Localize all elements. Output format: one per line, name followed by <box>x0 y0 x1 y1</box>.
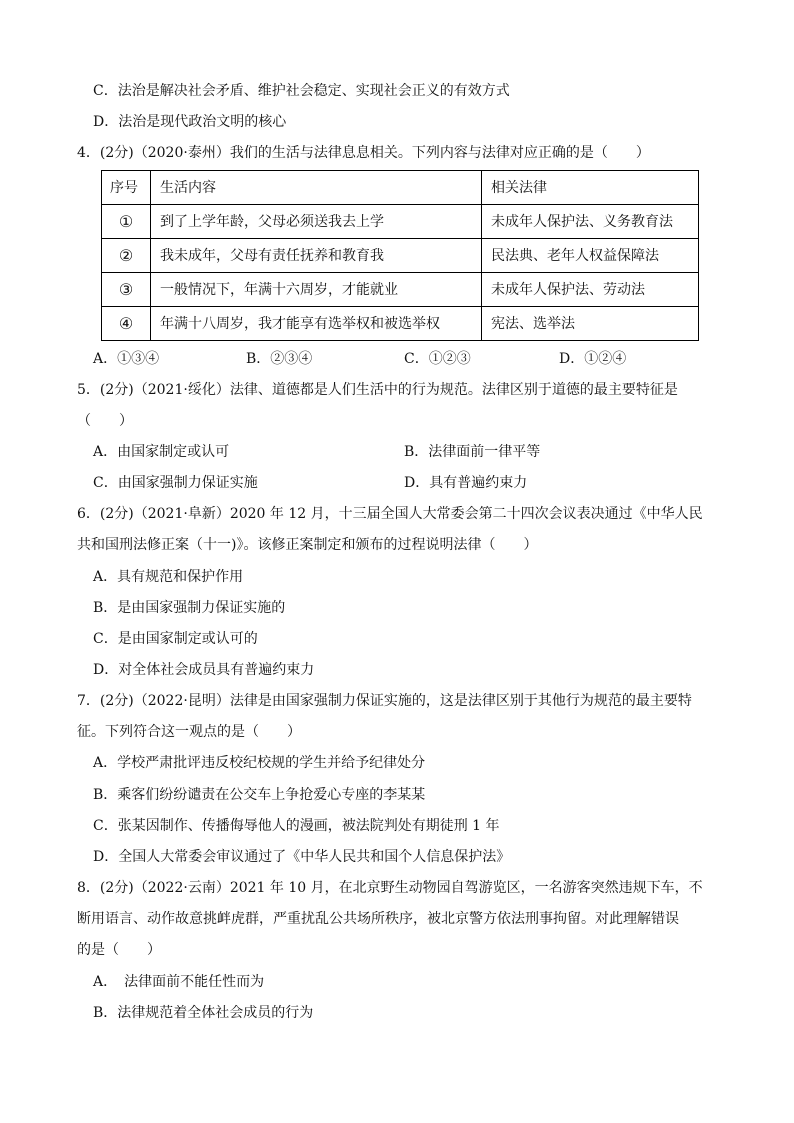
header-content: 生活内容 <box>151 171 482 205</box>
row-law: 未成年人保护法、义务教育法 <box>482 205 699 239</box>
question-4-option-a: A．①③④ <box>93 351 160 367</box>
prev-question-option-d: D．法治是现代政治文明的核心 <box>93 114 287 130</box>
row-content: 一般情况下，年满十六周岁，才能就业 <box>151 273 482 307</box>
row-num: ④ <box>102 307 151 341</box>
question-8-stem: 8．(2分)（2022·云南）2021 年 10 月，在北京野生动物园自驾游览区，一名游客突然违规下车，不 <box>77 880 703 896</box>
question-7-option-a: A．学校严肃批评违反校纪校规的学生并给予纪律处分 <box>93 755 426 771</box>
prev-question-option-c: C．法治是解决社会矛盾、维护社会稳定、实现社会正义的有效方式 <box>93 83 510 99</box>
question-7-stem-cont: 征。下列符合这一观点的是（ ） <box>77 724 301 740</box>
table-header-row <box>102 171 699 205</box>
row-content: 到了上学年龄，父母必须送我去上学 <box>151 205 482 239</box>
row-content: 我未成年，父母有责任抚养和教育我 <box>151 239 482 273</box>
question-6-option-c: C．是由国家制定或认可的 <box>93 631 258 647</box>
question-8-option-b: B．法律规范着全体社会成员的行为 <box>93 1005 314 1021</box>
law-table <box>101 170 699 341</box>
row-num: ③ <box>102 273 151 307</box>
question-5-option-a: A．由国家制定或认可 <box>93 444 230 460</box>
row-law: 未成年人保护法、劳动法 <box>482 273 699 307</box>
row-num: ② <box>102 239 151 273</box>
question-8-stem-cont-2: 的是（ ） <box>77 942 161 958</box>
header-num: 序号 <box>102 171 151 205</box>
question-6-stem: 6．(2分)（2021·阜新）2020 年 12 月，十三届全国人大常委会第二十四次会议表决通过《中华人民 <box>77 506 703 522</box>
question-6-option-d: D．对全体社会成员具有普遍约束力 <box>93 662 315 678</box>
question-6-option-b: B．是由国家强制力保证实施的 <box>93 600 286 616</box>
row-content: 年满十八周岁，我才能享有选举权和被选举权 <box>151 307 482 341</box>
question-6-stem-cont: 共和国刑法修正案（十一)》。该修正案制定和颁布的过程说明法律（ ） <box>77 537 538 553</box>
question-7-option-b: B．乘客们纷纷谴责在公交车上争抢爱心专座的李某某 <box>93 787 426 803</box>
question-8-option-a: A． 法律面前不能任性而为 <box>93 974 265 990</box>
row-law: 宪法、选举法 <box>482 307 699 341</box>
question-7-option-d: D．全国人大常委会审议通过了《中华人民共和国个人信息保护法》 <box>93 849 511 865</box>
table-row <box>102 239 699 273</box>
question-4-option-d: D．①②④ <box>559 351 627 367</box>
question-7-stem: 7．(2分)（2022·昆明）法律是由国家强制力保证实施的，这是法律区别于其他行为规范的最主要特 <box>77 693 692 709</box>
row-num: ① <box>102 205 151 239</box>
question-4-option-b: B．②③④ <box>246 351 313 367</box>
table-row <box>102 273 699 307</box>
question-4-option-c: C．①②③ <box>404 351 471 367</box>
question-4-stem: 4．(2分)（2020·泰州）我们的生活与法律息息相关。下列内容与法律对应正确的是（ ） <box>77 145 650 161</box>
question-5-stem: 5．(2分)（2021·绥化）法律、道德都是人们生活中的行为规范。法律区别于道德的最主要特征是 <box>77 382 678 398</box>
table-row <box>102 205 699 239</box>
question-5-option-d: D．具有普遍约束力 <box>404 475 528 491</box>
row-law: 民法典、老年人权益保障法 <box>482 239 699 273</box>
question-8-stem-cont: 断用语言、动作故意挑衅虎群，严重扰乱公共场所秩序，被北京警方依法刑事拘留。对此理解错误 <box>77 911 679 927</box>
question-5-option-c: C．由国家强制力保证实施 <box>93 475 258 491</box>
question-5-stem-cont: （ ） <box>77 413 133 429</box>
table-row <box>102 307 699 341</box>
question-7-option-c: C．张某因制作、传播侮辱他人的漫画，被法院判处有期徒刑 1 年 <box>93 818 500 834</box>
header-law: 相关法律 <box>482 171 699 205</box>
question-5-option-b: B．法律面前一律平等 <box>404 444 541 460</box>
question-6-option-a: A．具有规范和保护作用 <box>93 569 244 585</box>
